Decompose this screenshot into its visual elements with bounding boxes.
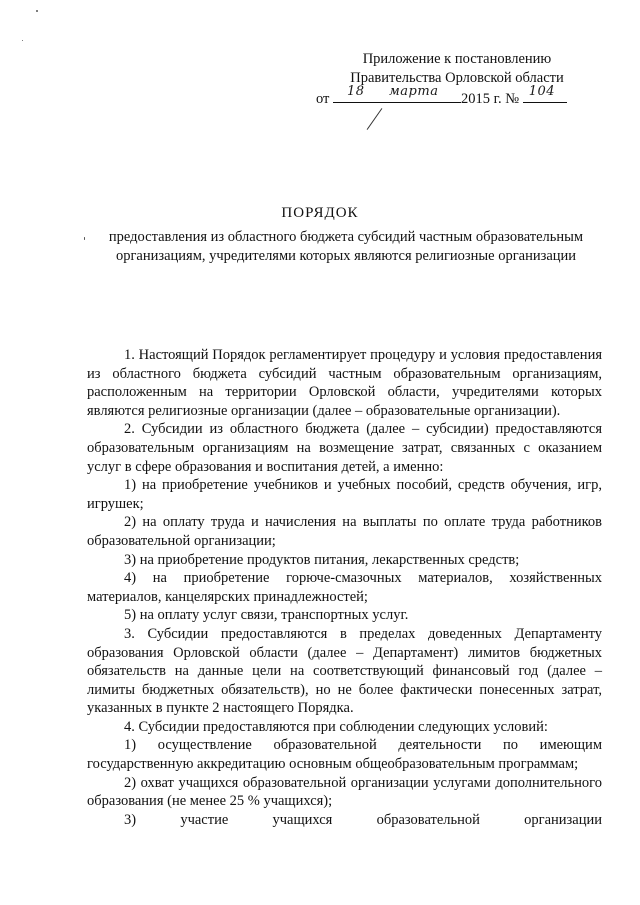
paragraph: 1) на приобретение учебников и учебных пособий, средств обучения, игр, игрушек; (87, 477, 602, 512)
paragraph: 2) на оплату труда и начисления на выплаты по оплате труда работников образовательной организации; (87, 514, 602, 549)
date-prefix: от (316, 91, 330, 107)
paragraph: 1) осуществление образовательной деятельности по имеющим государственную аккредитацию основным общеобразовательным программам; (87, 737, 602, 773)
header-line-appendix: Приложение к постановлению (362, 51, 552, 67)
paragraph: 4) на приобретение горюче-смазочных материалов, хозяйственных материалов, канцелярских принадлежностей; (87, 570, 602, 605)
paragraph: 4. Субсидии предоставляются при соблюдении следующих условий: (124, 718, 548, 735)
handwritten-number: 104 (528, 84, 556, 99)
paragraph: 2. Субсидии из областного бюджета (далее – субсидии) предоставляются образовательным организациям на возмещение затрат, связанных с оказанием услуг в сфере образования и воспитания детей, а именно: (87, 421, 602, 475)
scan-speck (84, 237, 85, 240)
paragraph: 3) на приобретение продуктов питания, лекарственных средств; (124, 551, 520, 568)
paragraph: 3) участие учащихся образовательной организации (124, 811, 602, 828)
paragraph: 2) охват учащихся образовательной организации услугами дополнительного образования (не менее 25 % учащихся); (87, 774, 602, 810)
paragraph: 5) на оплату услуг связи, транспортных услуг. (124, 607, 409, 624)
handwritten-day: 18 (347, 84, 365, 99)
number-sign: № (505, 91, 520, 107)
document-header (312, 50, 602, 109)
header-date-number-line (312, 84, 602, 109)
document-body (87, 346, 602, 829)
handwritten-stroke (367, 108, 383, 130)
header-line-government: Правительства Орловской области (350, 70, 564, 86)
document-title: ПОРЯДОК (281, 205, 359, 221)
date-year: 2015 г. (461, 91, 502, 107)
paragraph: 3. Субсидии предоставляются в пределах доведенных Департаменту образования Орловской области (далее – Департамент) лимитов бюджетных обязательств на данные цели на соответствующий финансовый год (далее – лимиты бюджетных обязательств), но не более фактически понесенных затрат, указанных в пункте 2 настоящего Порядка. (87, 625, 602, 717)
document-subtitle: предоставления из областного бюджета субсидий частным образовательным организациям, учредителями которых являются религиозные организации (108, 229, 584, 264)
date-day-month-field (333, 84, 461, 103)
document-number-field (523, 84, 567, 103)
handwritten-month: марта (389, 84, 439, 99)
scan-speck (22, 40, 23, 41)
paragraph: 1. Настоящий Порядок регламентирует процедуру и условия предоставления из областного бюджета субсидий частным образовательным организациям, расположенным на территории Орловской области, учредителями которых являются религиозные организации (далее – образовательные организации). (87, 347, 602, 419)
scan-speck (36, 10, 38, 12)
